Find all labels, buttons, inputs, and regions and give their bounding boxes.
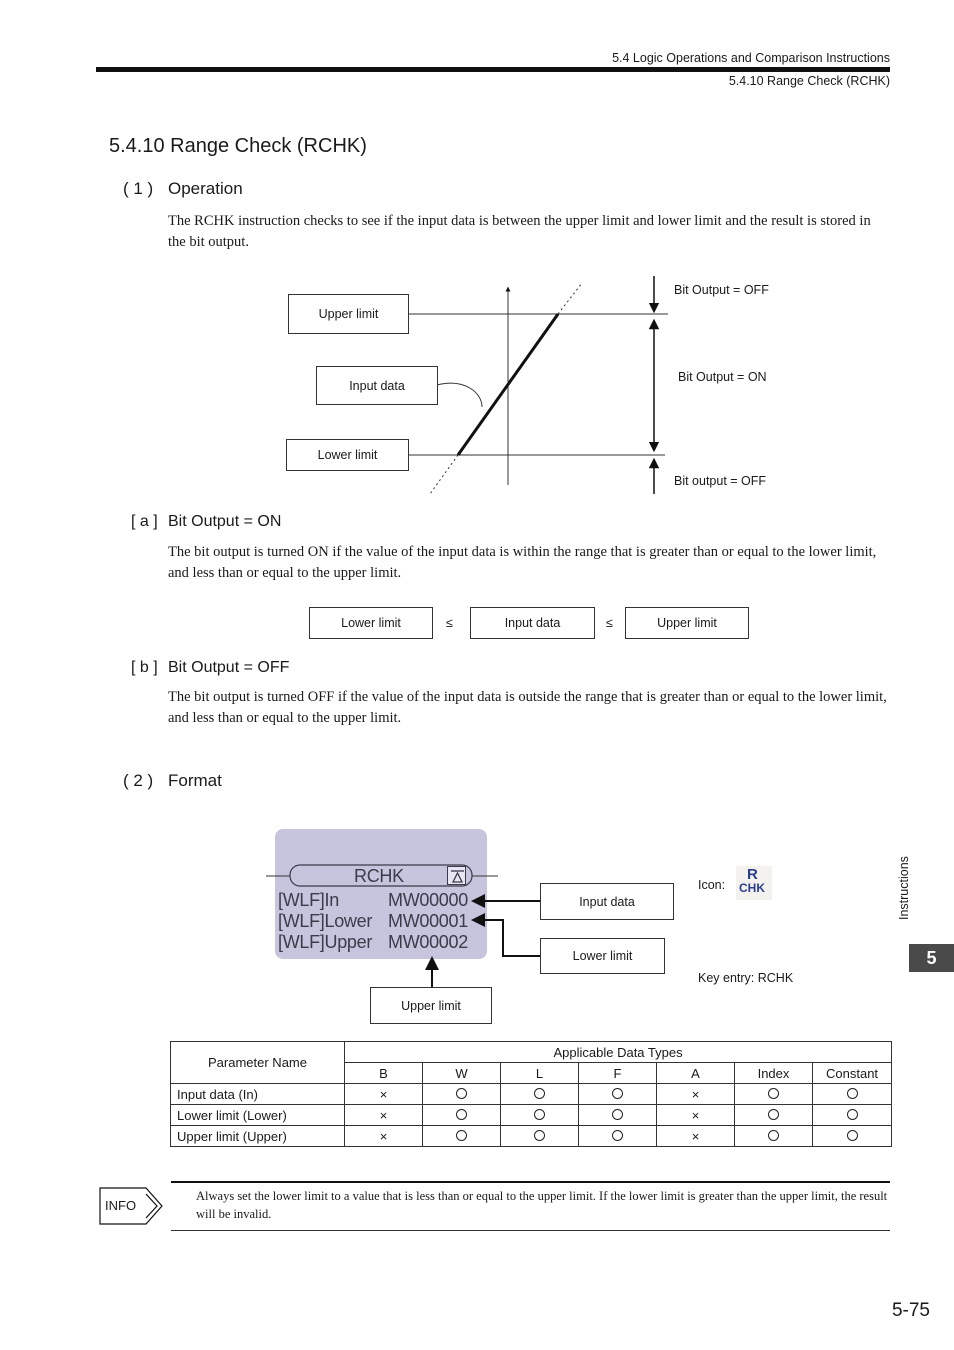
bit-off-heading: Bit Output = OFF bbox=[168, 659, 290, 676]
block-param-upper: [WLF]Upper bbox=[278, 932, 373, 952]
col-header: F bbox=[579, 1063, 657, 1084]
col-header: A bbox=[657, 1063, 735, 1084]
chapter-tab: 5 bbox=[909, 944, 954, 972]
function-block-name: RCHK bbox=[354, 866, 404, 886]
col-header: Index bbox=[735, 1063, 813, 1084]
block-value-lower: MW00001 bbox=[388, 911, 468, 931]
running-header-section: 5.4 Logic Operations and Comparison Instructions bbox=[612, 51, 890, 65]
info-text: Always set the lower limit to a value that is less than or equal to the upper limit. If the lower limit is greater than the upper limit, the result will be invalid. bbox=[196, 1189, 888, 1221]
col-header: W bbox=[423, 1063, 501, 1084]
rchk-icon-top: R bbox=[747, 866, 758, 883]
info-badge: INFO bbox=[105, 1198, 137, 1213]
param-name-cell: Lower limit (Lower) bbox=[171, 1105, 345, 1126]
bit-off-heading-number: [ b ] bbox=[131, 659, 158, 676]
lower-limit-box: Lower limit bbox=[286, 439, 409, 471]
format-input-data-box: Input data bbox=[540, 883, 674, 920]
relation-input-box: Input data bbox=[470, 607, 595, 639]
page-number: 5-75 bbox=[891, 1300, 930, 1321]
operation-heading: Operation bbox=[168, 179, 243, 198]
key-entry: Key entry: RCHK bbox=[698, 971, 794, 985]
icon-label: Icon: bbox=[698, 878, 726, 892]
rchk-icon-bottom: CHK bbox=[739, 881, 765, 895]
page-title: 5.4.10 Range Check (RCHK) bbox=[109, 135, 367, 157]
param-name-header: Parameter Name bbox=[171, 1042, 345, 1084]
bit-on-text: The bit output is turned ON if the value of the input data is within the range that is greater than or equal to the lower limit, and less than or equal to the upper limit. bbox=[168, 544, 877, 581]
param-name-cell: Upper limit (Upper) bbox=[171, 1126, 345, 1147]
block-param-lower: [WLF]Lower bbox=[278, 911, 373, 931]
bit-on-heading-number: [ a ] bbox=[131, 513, 158, 530]
block-value-upper: MW00002 bbox=[388, 932, 468, 952]
format-heading: Format bbox=[168, 771, 222, 790]
not-applicable-mark: × bbox=[345, 1105, 423, 1126]
format-upper-limit-box: Upper limit bbox=[370, 987, 492, 1024]
relation-op2: ≤ bbox=[606, 616, 613, 630]
param-name-cell: Input data (In) bbox=[171, 1084, 345, 1105]
bit-off-text: The bit output is turned OFF if the value of the input data is outside the range that is greater than or equal to the lower limit, and less than or equal to the upper limit. bbox=[168, 689, 887, 726]
bit-off-bottom-label: Bit output = OFF bbox=[674, 474, 767, 488]
not-applicable-mark: × bbox=[657, 1084, 735, 1105]
bit-on-heading: Bit Output = ON bbox=[168, 513, 282, 530]
side-tab-label: Instructions bbox=[897, 856, 911, 920]
relation-lower-box: Lower limit bbox=[309, 607, 433, 639]
not-applicable-mark: × bbox=[345, 1126, 423, 1147]
operation-text: The RCHK instruction checks to see if the input data is between the upper limit and lower limit and the result is stored in the bit output. bbox=[168, 213, 871, 250]
format-heading-number: ( 2 ) bbox=[123, 771, 154, 790]
block-param-in: [WLF]In bbox=[278, 890, 339, 910]
bit-on-label: Bit Output = ON bbox=[678, 370, 767, 384]
not-applicable-mark: × bbox=[657, 1126, 735, 1147]
running-header-subsection: 5.4.10 Range Check (RCHK) bbox=[728, 74, 890, 88]
upper-limit-box: Upper limit bbox=[288, 294, 409, 334]
data-types-header: Applicable Data Types bbox=[345, 1042, 892, 1063]
input-data-box: Input data bbox=[316, 366, 438, 405]
relation-op1: ≤ bbox=[446, 616, 453, 630]
operation-heading-number: ( 1 ) bbox=[123, 179, 154, 198]
col-header: Constant bbox=[813, 1063, 892, 1084]
col-header: B bbox=[345, 1063, 423, 1084]
not-applicable-mark: × bbox=[657, 1105, 735, 1126]
bit-off-top-label: Bit Output = OFF bbox=[674, 283, 769, 297]
not-applicable-mark: × bbox=[345, 1084, 423, 1105]
block-value-in: MW00000 bbox=[388, 890, 468, 910]
relation-upper-box: Upper limit bbox=[625, 607, 749, 639]
col-header: L bbox=[501, 1063, 579, 1084]
format-lower-limit-box: Lower limit bbox=[540, 938, 665, 974]
